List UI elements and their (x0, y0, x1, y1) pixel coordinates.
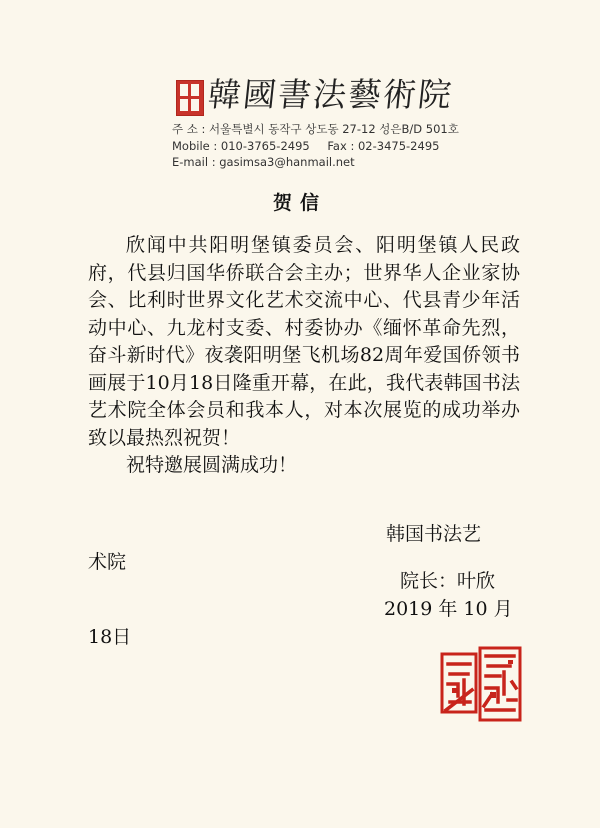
red-seal-stamp-icon (438, 644, 524, 726)
phone-line (172, 138, 492, 155)
fax-label: Fax : (327, 138, 355, 153)
body-paragraph: 欣闻中共阳明堡镇委员会、阳明堡镇人民政府，代县归国华侨联合会主办；世界华人企业家协会、比利时世界文化艺术交流中心、代县青少年活动中心、九龙村支委、村委协办《缅怀革命先烈，奋斗新时代》夜袭阳明堡飞机场82周年爱国侨领书画展于10月18日隆重开幕，在此，我代表韩国书法艺术院全体会员和我本人，对本次展览的成功举办致以最热烈祝贺！ (88, 234, 520, 449)
closing-wish: 祝特邀展圆满成功！ (126, 454, 298, 476)
signatory: 院长：叶欣 (400, 570, 496, 592)
letter-date: 2019 年 10 月 (384, 598, 513, 620)
letter-body (88, 232, 520, 480)
brand-name: 韓國書法藝術院 (206, 75, 456, 114)
fax-number: 02-3475-2495 (357, 138, 440, 153)
mobile-label: Mobile : (172, 138, 218, 153)
letter-title: 贺信 (272, 192, 327, 214)
contact-block (172, 121, 492, 171)
red-seal-icon (176, 80, 204, 116)
email-address: gasimsa3@hanmail.net (219, 155, 355, 169)
address-line: 주 소 : 서울특별시 동작구 상도동 27-12 성은B/D 501호 (172, 122, 459, 136)
email-label: E-mail : (172, 155, 216, 169)
letter-date-continued: 18日 (88, 626, 132, 648)
email-line (172, 154, 492, 171)
signature-organization-continued: 术院 (88, 551, 127, 573)
signature-organization: 韩国书法艺 (386, 523, 482, 545)
mobile-number: 010-3765-2495 (220, 138, 310, 153)
